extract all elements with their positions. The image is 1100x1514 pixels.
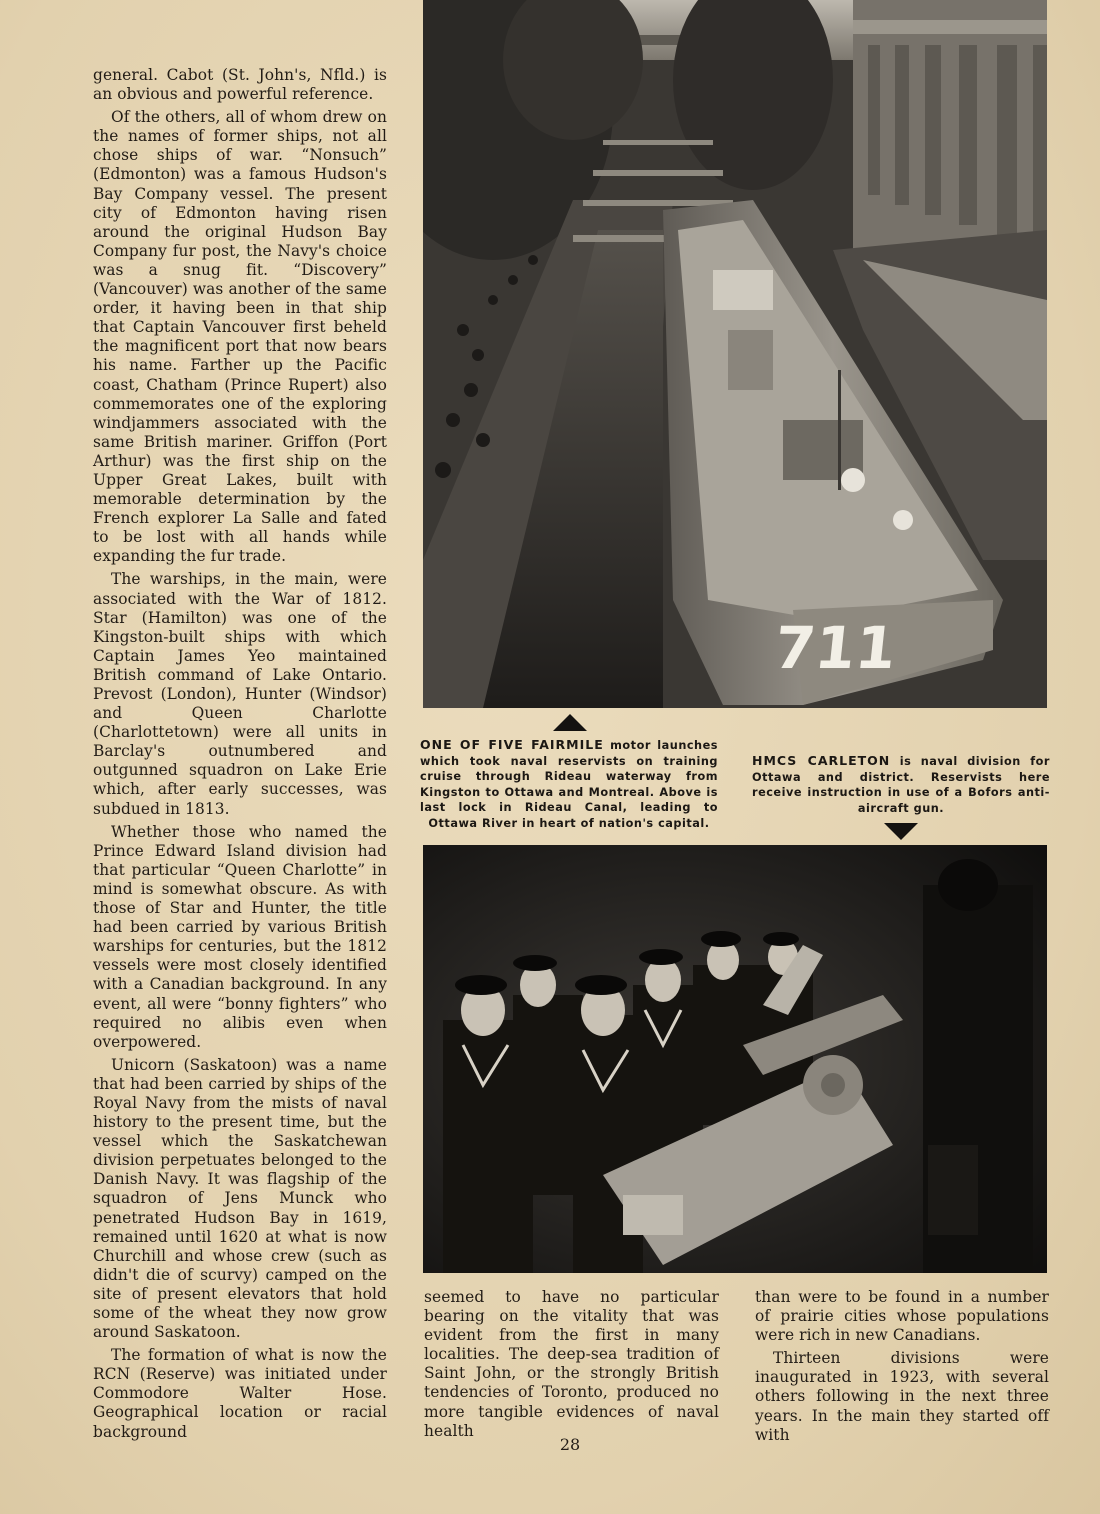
paragraph: Whether those who named the Prince Edward Island division had that particular “Queen Charlotte” in mind is somewhat obscure. As with those of Star and Hunter, the title had been carried by various British warships for centuries, but the 1812 vessels were most closely identified with a Canadian background. In any event, all were “bonny fighters” who required no alibis even when overpowered.: [93, 822, 387, 1051]
paragraph: Unicorn (Saskatoon) was a name that had been carried by ships of the Royal Navy from the mists of naval history to the present time, but the vessel which the Saskatchewan division perpetuates belonged to the Danish Navy. It was flagship of the squadron of Jens Munck who penetrated Hudson Bay in 1619, remained until 1620 at what is now Churchill and whose crew (such as didn't die of scurvy) camped on the site of present elevators that hold some of the wheat they now grow around Saskatoon.: [93, 1055, 387, 1342]
paragraph: than were to be found in a number of prairie cities whose populations were rich in new Canadians.: [755, 1288, 1049, 1345]
paragraph: seemed to have no particular bearing on the vitality that was evident from the first in many localities. The deep-sea tradition of Saint John, or the strongly British tendencies of Toronto, produced no more tangible evidences of naval health: [424, 1288, 719, 1440]
canal-lock-illustration: [423, 0, 1047, 708]
bofors-gun-photo: [423, 845, 1047, 1273]
caption-text: motor launches which took naval reservists on training cruise through Rideau waterway from Kingston to Ottawa and Montreal. Above is last lock in Rideau Canal, leading to Ottawa River in heart of nation's capital.: [420, 739, 718, 830]
page-number: 28: [559, 1435, 581, 1454]
arrow-down-icon: [884, 823, 918, 840]
fairmile-launch-photo: [423, 0, 1047, 708]
middle-text-column: [424, 1288, 719, 1445]
paragraph: Thirteen divisions were inaugurated in 1923, with several others following in the next three years. In the main they started off with: [755, 1349, 1049, 1444]
paragraph: The formation of what is now the RCN (Reserve) was initiated under Commodore Walter Hose. Geographical location or racial background: [93, 1346, 387, 1441]
gun-training-illustration: [423, 845, 1047, 1273]
caption-lead: HMCS CARLETON: [752, 753, 891, 768]
paragraph: general. Cabot (St. John's, Nfld.) is an obvious and powerful reference.: [93, 66, 387, 104]
paragraph: Of the others, all of whom drew on the names of former ships, not all chose ships of war. “Nonsuch” (Edmonton) was a famous Hudson's Bay Company vessel. The present city of Edmonton having risen around the original Hudson Bay Company fur post, the Navy's choice was a snug fit. “Discovery” (Vancouver) was another of the same order, it having been in that ship that Captain Vancouver first beheld the magnificent port that now bears his name. Farther up the Pacific coast, Chatham (Prince Rupert) also commemorates one of the exploring windjammers associated with the same British mariner. Griffon (Port Arthur) was the first ship on the Upper Great Lakes, built with memorable determination by the French explorer La Salle and fated to be lost with all hands while expanding the fur trade.: [93, 108, 387, 566]
caption-text: is naval division for Ottawa and district. Reservists here receive instruction in use of a Bofors anti-aircraft gun.: [752, 755, 1050, 815]
paragraph: The warships, in the main, were associated with the War of 1812. Star (Hamilton) was one of the Kingston-built ships with which Captain James Yeo maintained British command of Lake Ontario. Prevost (London), Hunter (Windsor) and Queen Charlotte (Charlottetown) were all units in Barclay's outnumbered and outgunned squadron on Lake Erie which, after early successes, was subdued in 1813.: [93, 570, 387, 818]
bottom-photo-caption: [752, 753, 1050, 816]
left-text-column: [93, 66, 387, 1446]
right-text-column: [755, 1288, 1049, 1449]
top-photo-caption: [420, 737, 718, 831]
arrow-up-icon: [553, 714, 587, 731]
hull-number: 711: [771, 614, 900, 682]
caption-lead: ONE OF FIVE FAIRMILE: [420, 737, 604, 752]
